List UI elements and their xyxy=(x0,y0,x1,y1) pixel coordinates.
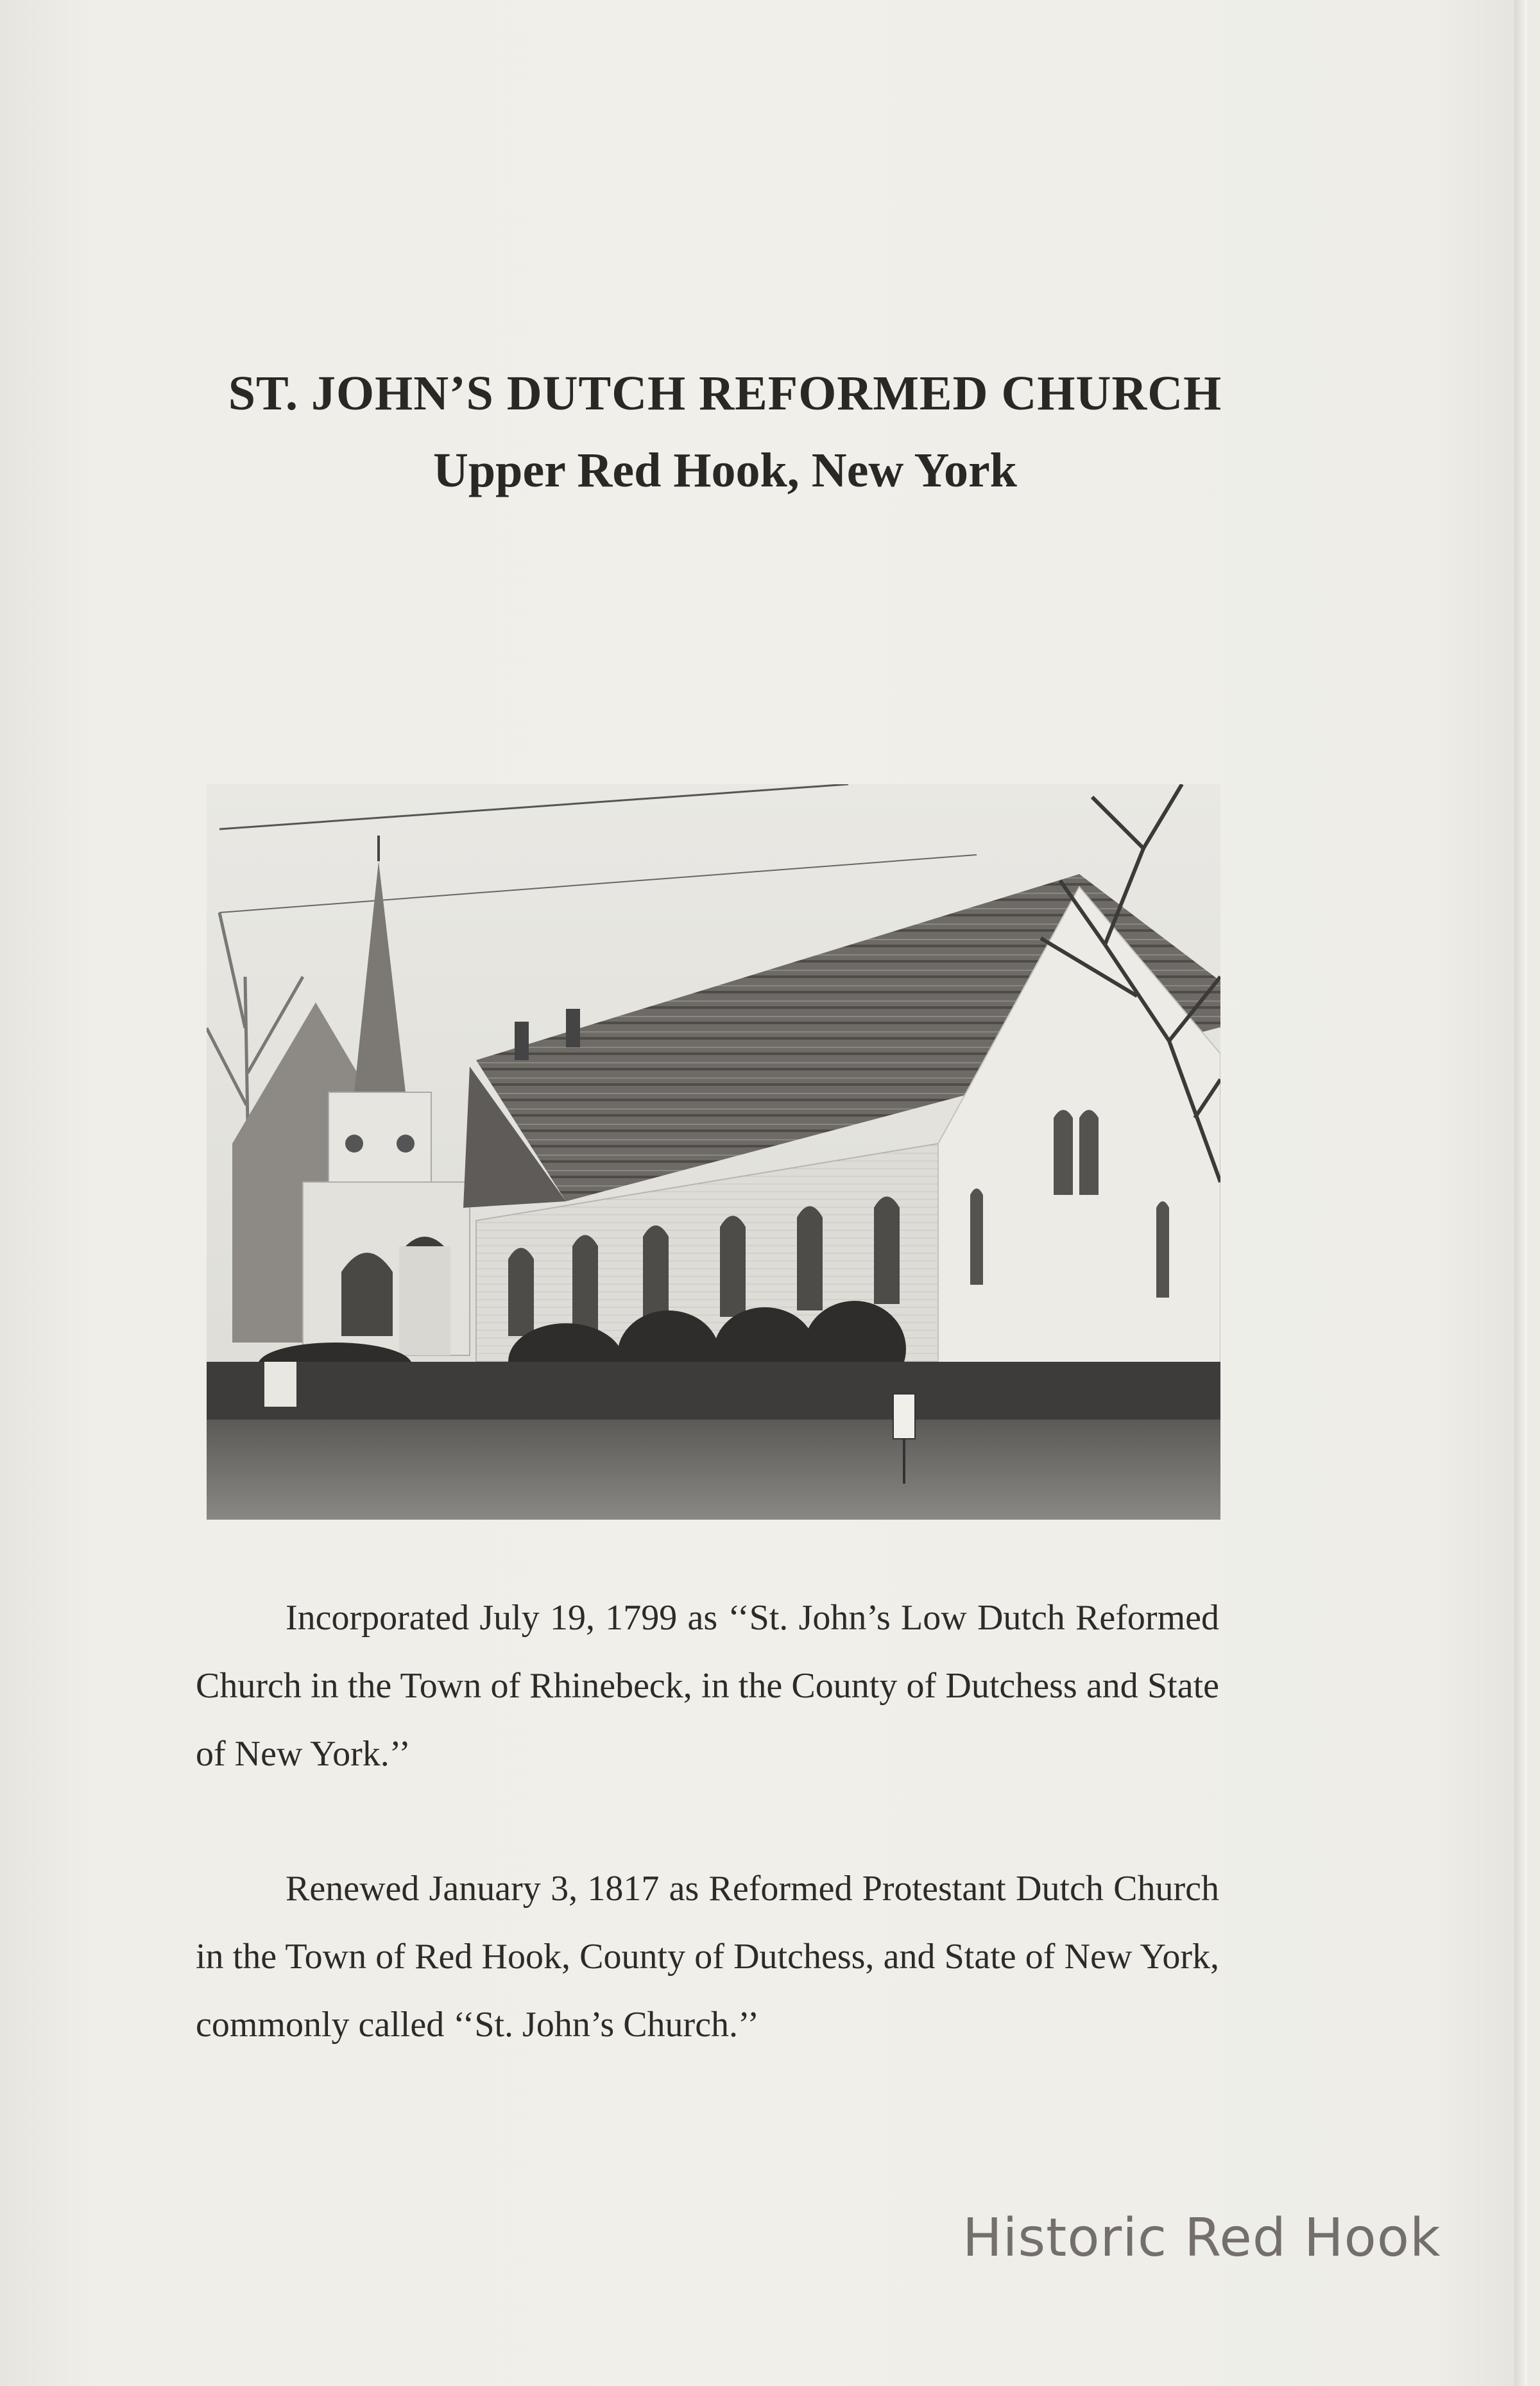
paragraph-incorporated: Incorporated July 19, 1799 as ‘‘St. John’s Low Dutch Reformed Church in the Town of Rhinebeck, in the County of Dutchess and State of New York.’’ xyxy=(196,1598,1219,1774)
stone-wall xyxy=(207,1362,1220,1420)
lawn xyxy=(207,1420,1220,1520)
pedestrian-sign xyxy=(893,1394,915,1439)
watermark-text: Historic Red Hook xyxy=(963,2208,1441,2269)
page-edge xyxy=(1514,0,1527,2386)
page-title: ST. JOHN’S DUTCH REFORMED CHURCH xyxy=(228,366,1222,420)
church-photo-illustration xyxy=(207,784,1220,1520)
page-subtitle: Upper Red Hook, New York xyxy=(433,443,1017,497)
paragraph-renewed: Renewed January 3, 1817 as Reformed Protestant Dutch Church in the Town of Red Hook, County of Dutchess, and State of New York, commonly called ‘‘St. John’s Church.’’ xyxy=(196,1869,1219,2045)
church-photograph xyxy=(207,784,1220,1520)
historic-marker xyxy=(264,1362,296,1407)
steeple-belfry xyxy=(329,1092,431,1182)
